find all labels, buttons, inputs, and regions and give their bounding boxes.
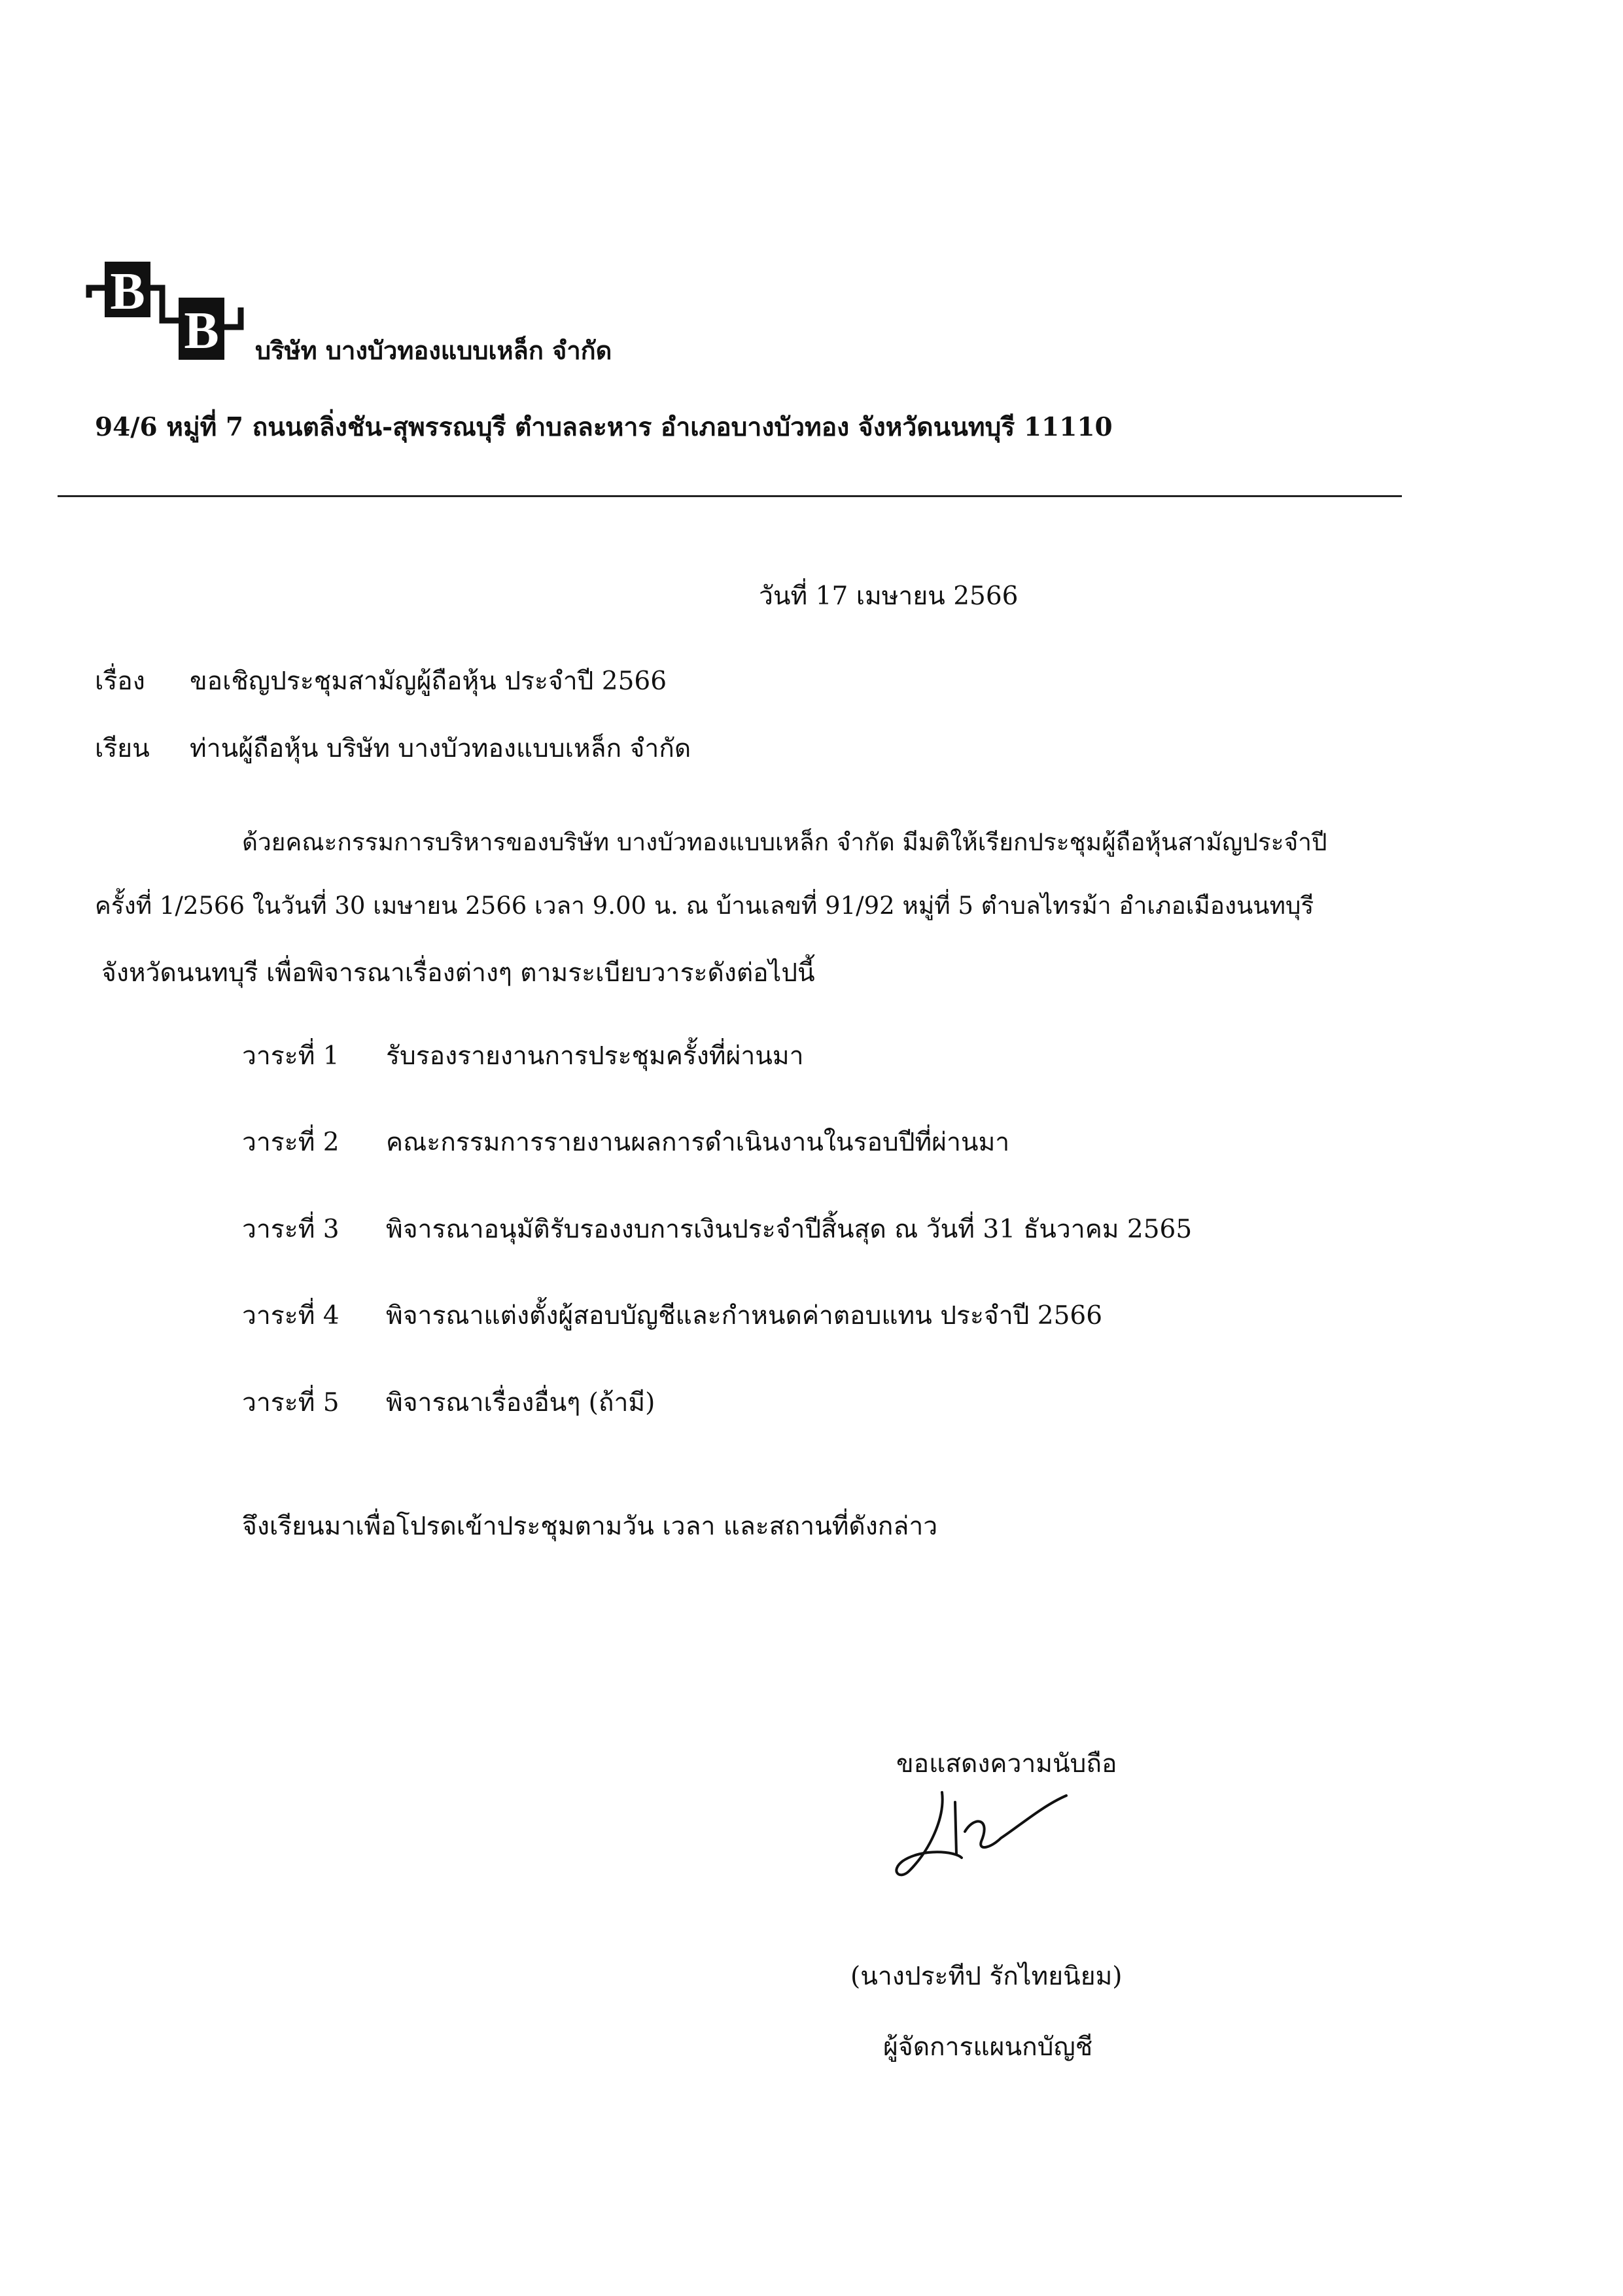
subject-text: ขอเชิญประชุมสามัญผู้ถือหุ้น ประจำปี 2566 <box>190 667 667 696</box>
agenda-number: วาระที่ 2 <box>242 1128 340 1157</box>
agenda-item <box>242 1382 655 1423</box>
recipient-text: ท่านผู้ถือหุ้น บริษัท บางบัวทองแบบเหล็ก จำกัด <box>190 734 691 763</box>
subject-line <box>95 661 667 701</box>
agenda-item <box>242 1035 804 1076</box>
agenda-item <box>242 1122 1009 1162</box>
recipient-line <box>95 728 691 769</box>
company-logo <box>84 235 254 366</box>
header-divider <box>58 495 1402 497</box>
agenda-number: วาระที่ 4 <box>242 1301 340 1331</box>
agenda-number: วาระที่ 1 <box>242 1041 340 1071</box>
agenda-text: พิจารณาเรื่องอื่นๆ (ถ้ามี) <box>386 1388 655 1418</box>
body-line-2: ครั้งที่ 1/2566 ในวันที่ 30 เมษายน 2566 เวลา 9.00 น. ณ บ้านเลขที่ 91/92 หมู่ที่ 5 ตำบลไทรม้า อำเภอเมืองนนทบุรี <box>95 892 1314 920</box>
company-name: บริษัท บางบัวทองแบบเหล็ก จำกัด <box>255 336 612 365</box>
agenda-text: รับรองรายงานการประชุมครั้งที่ผ่านมา <box>386 1041 804 1071</box>
agenda-text: พิจารณาอนุมัติรับรองงบการเงินประจำปีสิ้นสุด ณ วันที่ 31 ธันวาคม 2565 <box>386 1215 1193 1244</box>
agenda-item <box>242 1209 1192 1249</box>
regards-text: ขอแสดงความนับถือ <box>896 1749 1117 1779</box>
svg-text:B: B <box>184 302 219 360</box>
agenda-text: คณะกรรมการรายงานผลการดำเนินงานในรอบปีที่ผ่านมา <box>386 1128 1010 1157</box>
handwritten-signature <box>883 1779 1079 1884</box>
signer-name: (นางประทีป รักไทยนิยม) <box>850 1962 1123 1991</box>
recipient-label: เรียน <box>95 734 150 763</box>
letter-date: วันที่ 17 เมษายน 2566 <box>759 582 1019 611</box>
svg-text:B: B <box>110 263 145 321</box>
agenda-item <box>242 1295 1102 1336</box>
agenda-text: พิจารณาแต่งตั้งผู้สอบบัญชีและกำหนดค่าตอบแทน ประจำปี 2566 <box>386 1301 1103 1331</box>
body-line-1: ด้วยคณะกรรมการบริหารของบริษัท บางบัวทองแบบเหล็ก จำกัด มีมติให้เรียกประชุมผู้ถือหุ้นสามัญประจำปี <box>242 828 1327 856</box>
agenda-number: วาระที่ 3 <box>242 1215 340 1244</box>
closing-sentence: จึงเรียนมาเพื่อโปรดเข้าประชุมตามวัน เวลา และสถานที่ดังกล่าว <box>242 1512 938 1541</box>
signer-position: ผู้จัดการแผนกบัญชี <box>883 2032 1093 2062</box>
company-address: 94/6 หมู่ที่ 7 ถนนตลิ่งชัน-สุพรรณบุรี ตำบลละหาร อำเภอบางบัวทอง จังหวัดนนทบุรี 11110 <box>95 412 1113 442</box>
body-line-3: จังหวัดนนทบุรี เพื่อพิจารณาเรื่องต่างๆ ตามระเบียบวาระดังต่อไปนี้ <box>101 958 815 988</box>
subject-label: เรื่อง <box>95 667 145 696</box>
agenda-number: วาระที่ 5 <box>242 1388 340 1418</box>
